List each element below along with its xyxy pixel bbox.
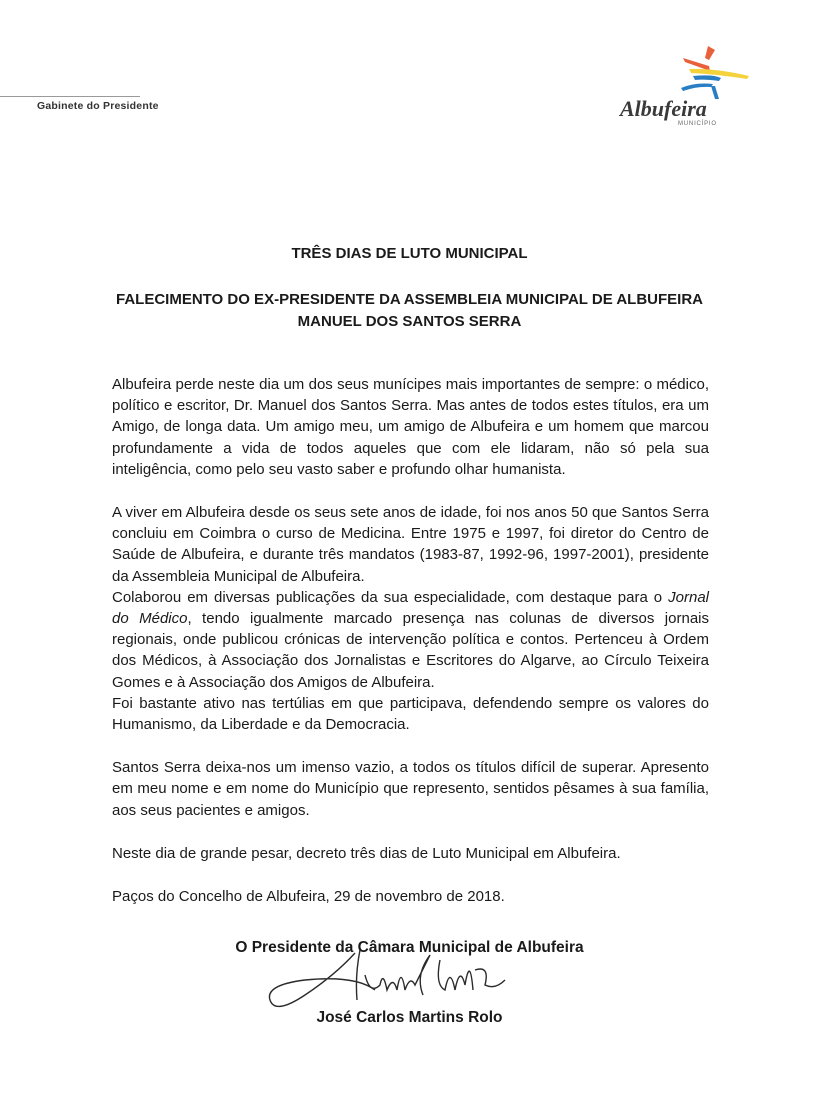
paragraph-4: Foi bastante ativo nas tertúlias em que participava, defendendo sempre os valores do Humanismo, da Liberdade e da Democracia. <box>112 694 709 734</box>
signatory-title: O Presidente da Câmara Municipal de Albufeira <box>235 939 584 956</box>
header-rule <box>0 96 140 97</box>
document-subtitle-line1: FALECIMENTO DO EX-PRESIDENTE DA ASSEMBLEIA MUNICIPAL DE ALBUFEIRA <box>116 291 703 308</box>
paragraph-3-text-a: Colaborou em diversas publicações da sua especialidade, com destaque para o <box>112 588 669 606</box>
paragraph-5: Santos Serra deixa-nos um imenso vazio, a todos os títulos difícil de superar. Apresento em meu nome e em nome do Município que represento, sentidos pêsames à sua família, aos seus pacientes e amigos. <box>112 759 709 819</box>
office-label: Gabinete do Presidente <box>37 100 159 112</box>
signatory-name: José Carlos Martins Rolo <box>316 1009 503 1026</box>
document-subtitle-line2: MANUEL DOS SANTOS SERRA <box>297 313 522 330</box>
paragraph-3 <box>112 587 709 693</box>
date-line: Paços do Concelho de Albufeira, 29 de novembro de 2018. <box>112 888 505 906</box>
paragraph-3-text-b: , tendo igualmente marcado presença nas colunas de diversos jornais regionais, onde publicou crónicas de intervenção política e contos. Pertenceu à Ordem dos Médicos, à Associação dos Jornalistas e Escritores do Algarve, ao Círculo Teixeira Gomes e à Associação dos Amigos de Albufeira. <box>112 610 709 691</box>
star-logo-icon <box>675 44 750 99</box>
document-body <box>112 374 709 907</box>
paragraph-6: Neste dia de grande pesar, decreto três dias de Luto Municipal em Albufeira. <box>112 844 621 862</box>
paragraph-2: A viver em Albufeira desde os seus sete anos de idade, foi nos anos 50 que Santos Serra concluiu em Coimbra o curso de Medicina. Entre 1975 e 1997, foi diretor do Centro de Saúde de Albufeira, e durante três mandatos (1983-87, 1992-96, 1997-2001), presidente da Assembleia Municipal de Albufeira. <box>112 504 709 585</box>
logo-subtitle: MUNICÍPIO <box>678 121 717 127</box>
paragraph-1: Albufeira perde neste dia um dos seus munícipes mais importantes de sempre: o médico, político e escritor, Dr. Manuel dos Santos Serra. Mas antes de todos estes títulos, era um Amigo, de longa data. Um amigo meu, um amigo de Albufeira e um homem que marcou profundamente a vida de todos aqueles que com ele lidaram, não só pela sua inteligência, como pelo seu vasto saber e profundo olhar humanista. <box>112 376 709 478</box>
municipality-logo <box>620 44 750 134</box>
publication-title: Jornal do Médico <box>112 588 709 628</box>
logo-wordmark: Albufeira <box>620 96 707 121</box>
document-title: TRÊS DIAS DE LUTO MUNICIPAL <box>291 245 528 262</box>
